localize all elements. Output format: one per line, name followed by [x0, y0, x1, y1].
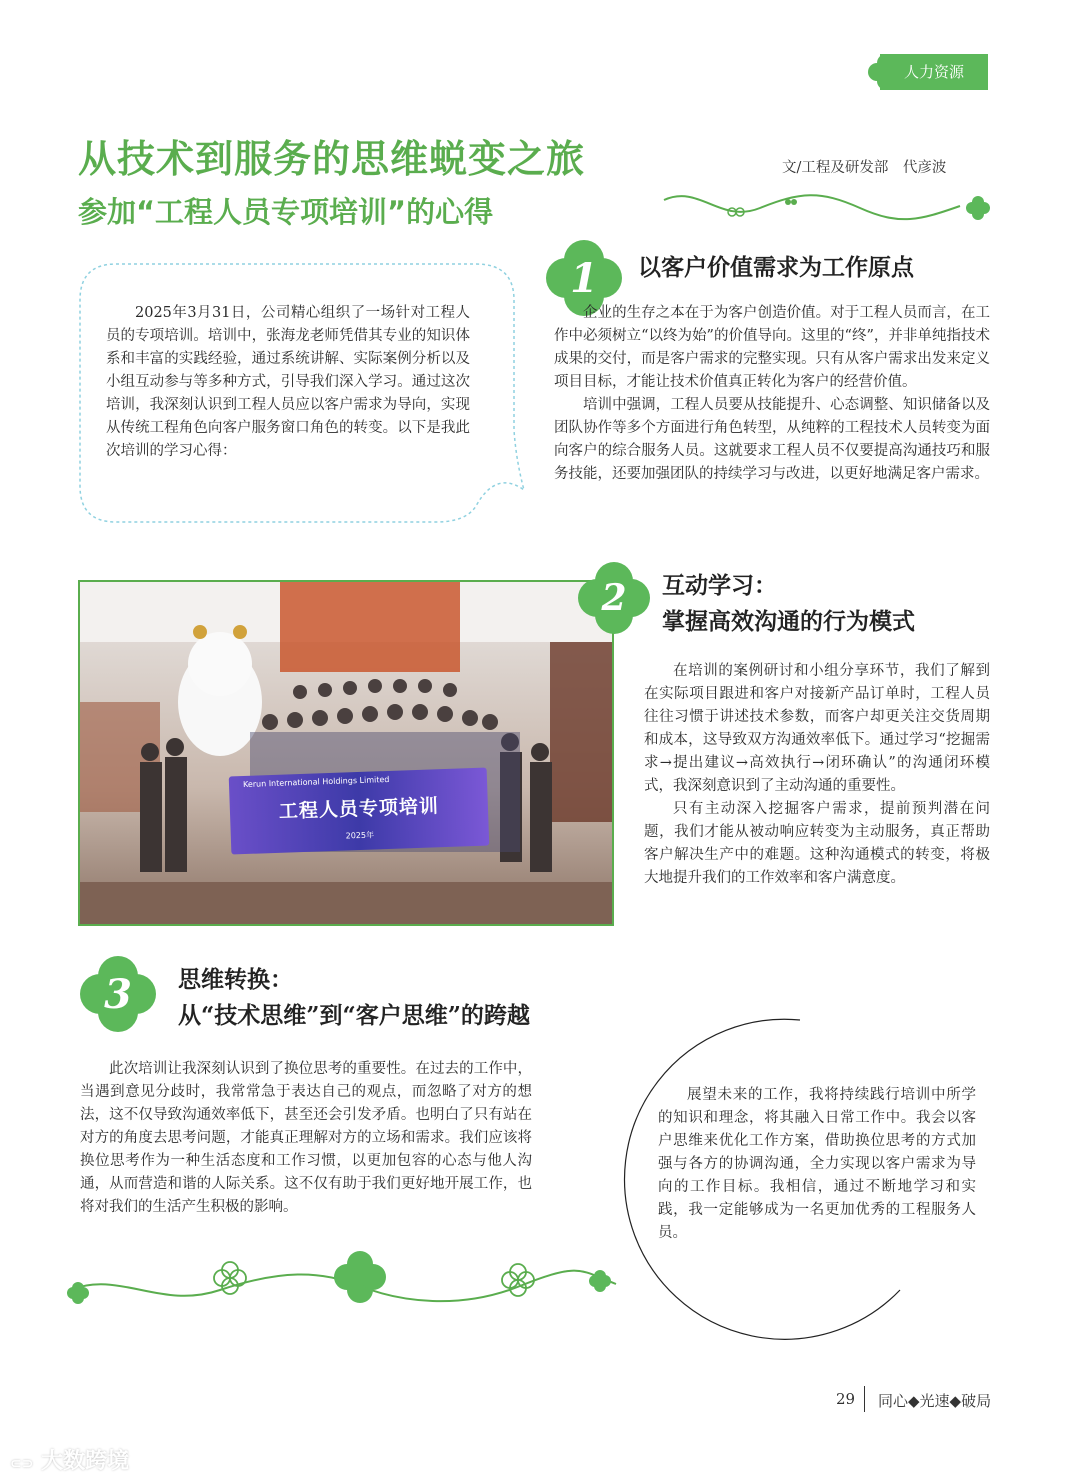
watermark: ⊂⊃ 大数跨境: [10, 1449, 130, 1474]
section-3-title-line2: 从“技术思维”到“客户思维”的跨越: [178, 1002, 530, 1029]
section-2-title-line2: 掌握高效沟通的行为模式: [662, 608, 915, 635]
training-banner: Kerun International Holdings Limited 工程人员专项培训 2025年: [229, 768, 490, 855]
watermark-logo-icon: ⊂⊃: [10, 1456, 34, 1472]
byline: 文/工程及研发部 代彦波: [782, 160, 947, 176]
section-1-number: 1: [544, 238, 624, 318]
section-2-number: 2: [576, 560, 652, 636]
article-subtitle: 参加“工程人员专项培训”的心得: [78, 195, 494, 229]
vine-decoration: [60, 1250, 620, 1320]
page-number: 29: [836, 1390, 856, 1408]
section-2-body: 在培训的案例研讨和小组分享环节，我们了解到在实际项目跟进和客户对接新产品订单时，工程人员往往习惯于讲述技术参数，而客户却更关注交货周期和成本，这导致双方沟通效率低下。通过学习“挖掘需求→提出建议→高效执行→闭环确认”的沟通闭环模式，我深刻意识到了主动沟通的重要性。 只有主动深入挖掘客户需求，提前预判潜在问题，我们才能从被动响应转变为主动服务，真正帮助客户解决生产中的难题。这种沟通模式的转变，将极大地提升我们的工作效率和客户满意度。: [644, 663, 990, 886]
intro-text: 2025年3月31日，公司精心组织了一场针对工程人员的专项培训。培训中，张海龙老师凭借其专业的知识体系和丰富的实践经验，通过系统讲解、实际案例分析以及小组互动参与等多种方式，引导我们深入学习。通过这次培训，我深刻认识到工程人员应以客户需求为导向，实现从传统工程角色向客户服务窗口角色的转变。以下是我此次培训的学习心得：: [106, 305, 470, 459]
article-title: 从技术到服务的思维蜕变之旅: [78, 137, 586, 181]
footer-divider: [864, 1386, 865, 1412]
section-3-body: 此次培训让我深刻认识到了换位思考的重要性。在过去的工作中，当遇到意见分歧时，我常常急于表达自己的观点，而忽略了对方的想法，这不仅导致沟通效率低下，甚至还会引发矛盾。也明白了只有站在对方的角度去思考问题，才能真正理解对方的立场和需求。我们应该将换位思考作为一种生活态度和工作习惯，以更加包容的心态与他人沟通，从而营造和谐的人际关系。这不仅有助于我们更好地开展工作，也将对我们的生活产生积极的影响。: [80, 1061, 532, 1215]
section-1-title: 以客户价值需求为工作原点: [638, 254, 914, 281]
closing-text: 展望未来的工作，我将持续践行培训中所学的知识和理念，将其融入日常工作中。我会以客户思维来优化工作方案，借助换位思考的方式加强与各方的协调沟通，全力实现以客户需求为导向的工作目标。我相信，通过不断地学习和实践，我一定能够成为一名更加优秀的工程服务人员。: [658, 1087, 976, 1241]
group-photo: [78, 580, 614, 926]
section-3-number: 3: [78, 954, 158, 1034]
section-1-body: 企业的生存之本在于为客户创造价值。对于工程人员而言，在工作中必须树立“以终为始”的价值导向。这里的“终”，并非单纯指技术成果的交付，而是客户需求的完整实现。只有从客户需求出发来定义项目目标，才能让技术价值真正转化为客户的经营价值。 培训中强调，工程人员要从技能提升、心态调整、知识储备以及团队协作等多个方面进行角色转型，从纯粹的工程技术人员转变为面向客户的综合服务人员。这就要求工程人员不仅要提高沟通技巧和服务技能，还要加强团队的持续学习与改进，以更好地满足客户需求。: [554, 305, 990, 482]
section-2-title-line1: 互动学习：: [662, 572, 777, 599]
section-tag: 人力资源: [880, 54, 988, 90]
footer-slogan: 同心◆光速◆破局: [878, 1392, 992, 1410]
vine-decoration: [660, 182, 990, 232]
section-3-title-line1: 思维转换：: [178, 966, 293, 993]
